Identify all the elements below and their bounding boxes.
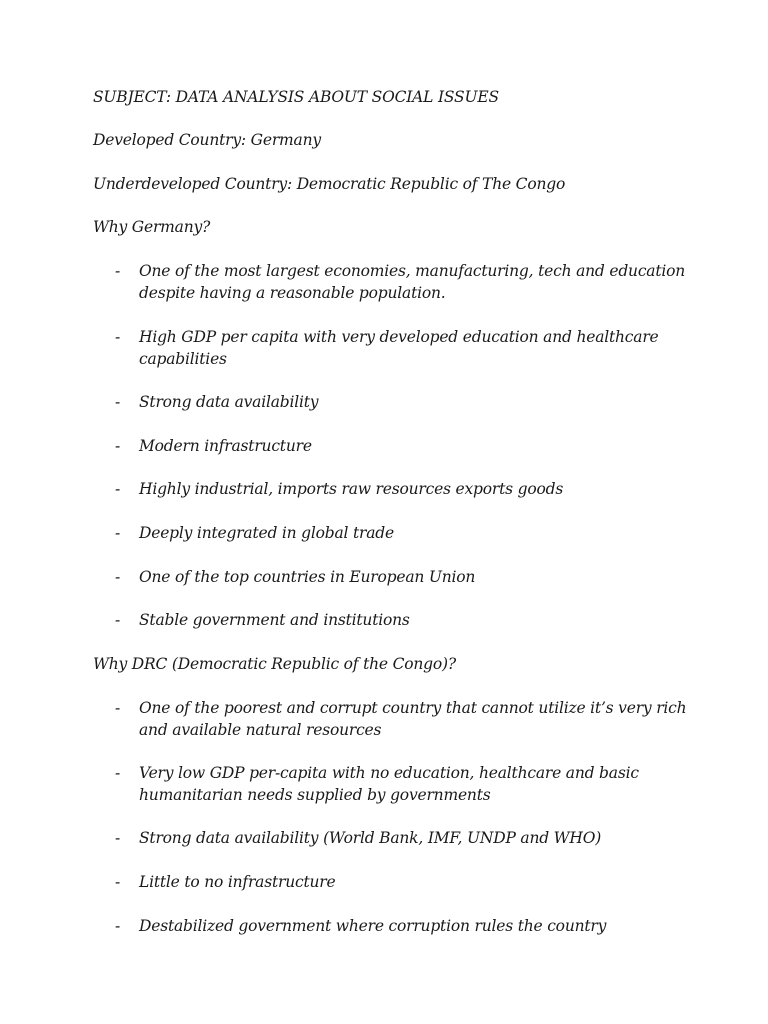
dash-marker: - [115, 829, 121, 847]
list-item-text: Modern infrastructure [139, 437, 312, 455]
list-item-text: One of the top countries in European Union [139, 568, 476, 586]
list-item-text: Stable government and institutions [139, 611, 410, 629]
why-drc-heading: Why DRC (Democratic Republic of the Congo)? [93, 655, 456, 673]
list-item-text: Highly industrial, imports raw resources exports goods [139, 480, 564, 498]
list-item-text: High GDP per capita with very developed education and healthcare capabilities [139, 328, 659, 368]
list-item-text: One of the poorest and corrupt country that cannot utilize it’s very rich and available natural resources [139, 699, 687, 739]
dash-marker: - [115, 524, 121, 542]
list-item-text: Very low GDP per-capita with no education, healthcare and basic humanitarian needs supplied by governments [139, 764, 639, 804]
list-item-text: One of the most largest economies, manufacturing, tech and education despite having a reasonable population. [139, 262, 686, 302]
underdeveloped-country-line: Underdeveloped Country: Democratic Republic of The Congo [93, 175, 566, 193]
dash-marker: - [115, 480, 121, 498]
dash-marker: - [115, 437, 121, 455]
dash-marker: - [115, 393, 121, 411]
why-germany-heading: Why Germany? [93, 218, 211, 236]
dash-marker: - [115, 568, 121, 586]
dash-marker: - [115, 262, 121, 280]
list-item-text: Little to no infrastructure [139, 873, 336, 891]
dash-marker: - [115, 764, 121, 782]
list-item-text: Deeply integrated in global trade [139, 524, 395, 542]
developed-country-line: Developed Country: Germany [93, 131, 321, 149]
dash-marker: - [115, 917, 121, 935]
list-item-text: Destabilized government where corruption rules the country [139, 917, 607, 935]
list-item-text: Strong data availability [139, 393, 319, 411]
dash-marker: - [115, 699, 121, 717]
dash-marker: - [115, 328, 121, 346]
dash-marker: - [115, 611, 121, 629]
subject-line: SUBJECT: DATA ANALYSIS ABOUT SOCIAL ISSUES [93, 88, 499, 106]
dash-marker: - [115, 873, 121, 891]
list-item-text: Strong data availability (World Bank, IMF, UNDP and WHO) [139, 829, 602, 847]
